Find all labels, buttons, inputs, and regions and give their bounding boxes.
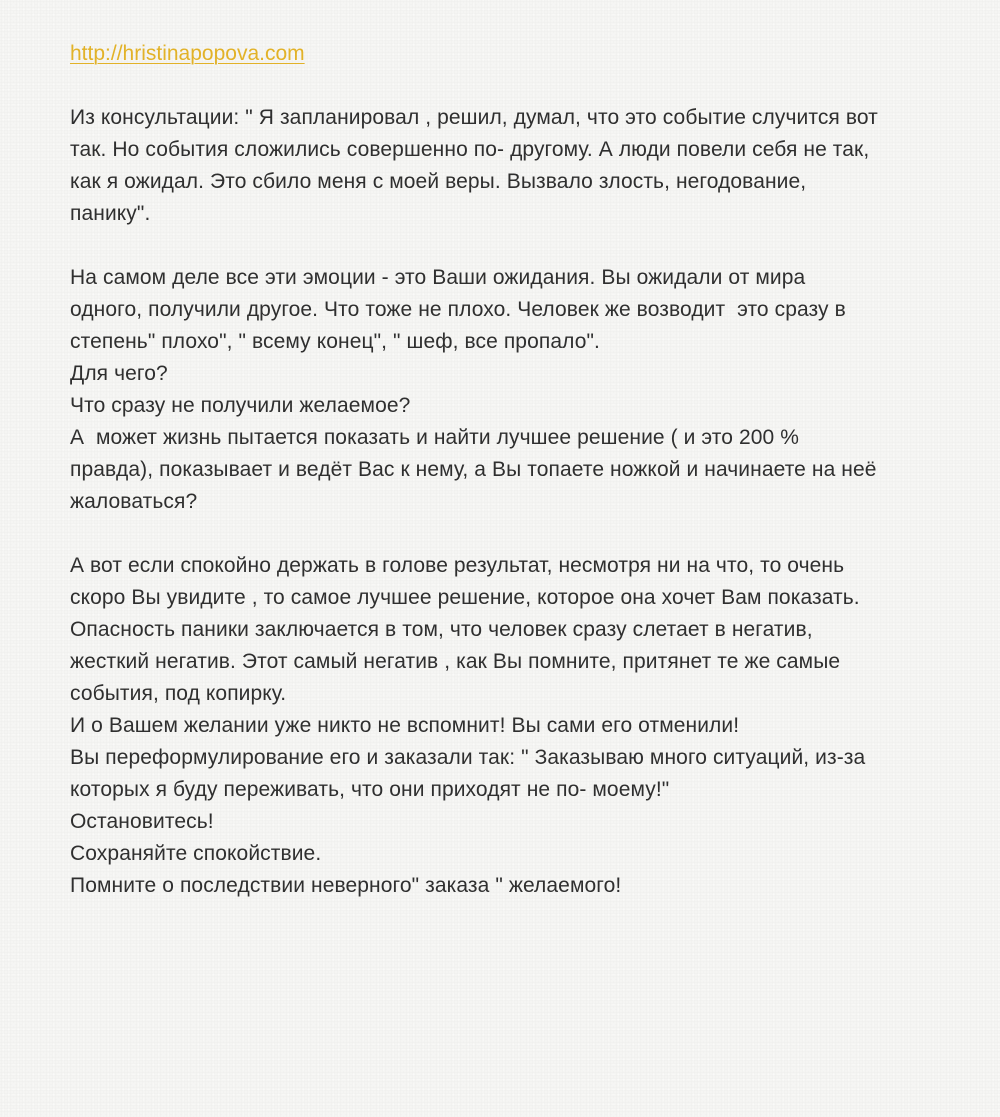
text-line: Помните о последствии неверного" заказа " желаемого!: [70, 874, 622, 897]
text-line: Для чего?: [70, 362, 168, 385]
text-line: жаловаться?: [70, 490, 198, 513]
text-line: жесткий негатив. Этот самый негатив , как Вы помните, притянет те же самые: [70, 650, 841, 673]
text-line: Сохраняйте спокойствие.: [70, 842, 322, 865]
text-line: Вы переформулирование его и заказали так: " Заказываю много ситуаций, из-за: [70, 746, 866, 769]
text-line: события, под копирку.: [70, 682, 287, 705]
paragraph-calm-advice: [70, 550, 930, 902]
text-line: Остановитесь!: [70, 810, 214, 833]
text-line: А вот если спокойно держать в голове результат, несмотря ни на что, то очень: [70, 554, 845, 577]
text-line: И о Вашем желании уже никто не вспомнит! Вы сами его отменили!: [70, 714, 740, 737]
text-line: А может жизнь пытается показать и найти лучшее решение ( и это 200 %: [70, 426, 799, 449]
paragraph-consultation-quote: [70, 102, 930, 230]
text-line: как я ожидал. Это сбило меня с моей веры. Вызвало злость, негодование,: [70, 170, 807, 193]
text-line: Что сразу не получили желаемое?: [70, 394, 411, 417]
text-line: Из консультации: " Я запланировал , решил, думал, что это событие случится вот: [70, 106, 878, 129]
text-line: правда), показывает и ведёт Вас к нему, а Вы топаете ножкой и начинаете на неё: [70, 458, 877, 481]
text-line: так. Но события сложились совершенно по- другому. А люди повели себя не так,: [70, 138, 870, 161]
text-line: которых я буду переживать, что они приходят не по- моему!": [70, 778, 670, 801]
text-line: панику".: [70, 202, 151, 225]
text-line: Опасность паники заключается в том, что человек сразу слетает в негатив,: [70, 618, 813, 641]
text-line: На самом деле все эти эмоции - это Ваши ожидания. Вы ожидали от мира: [70, 266, 806, 289]
paragraph-expectations: [70, 262, 930, 518]
text-line: одного, получили другое. Что тоже не плохо. Человек же возводит это сразу в: [70, 298, 846, 321]
text-line: скоро Вы увидите , то самое лучшее решение, которое она хочет Вам показать.: [70, 586, 860, 609]
text-line: степень" плохо", " всему конец", " шеф, все пропало".: [70, 330, 600, 353]
website-link[interactable]: http://hristinapopova.com: [70, 42, 305, 65]
